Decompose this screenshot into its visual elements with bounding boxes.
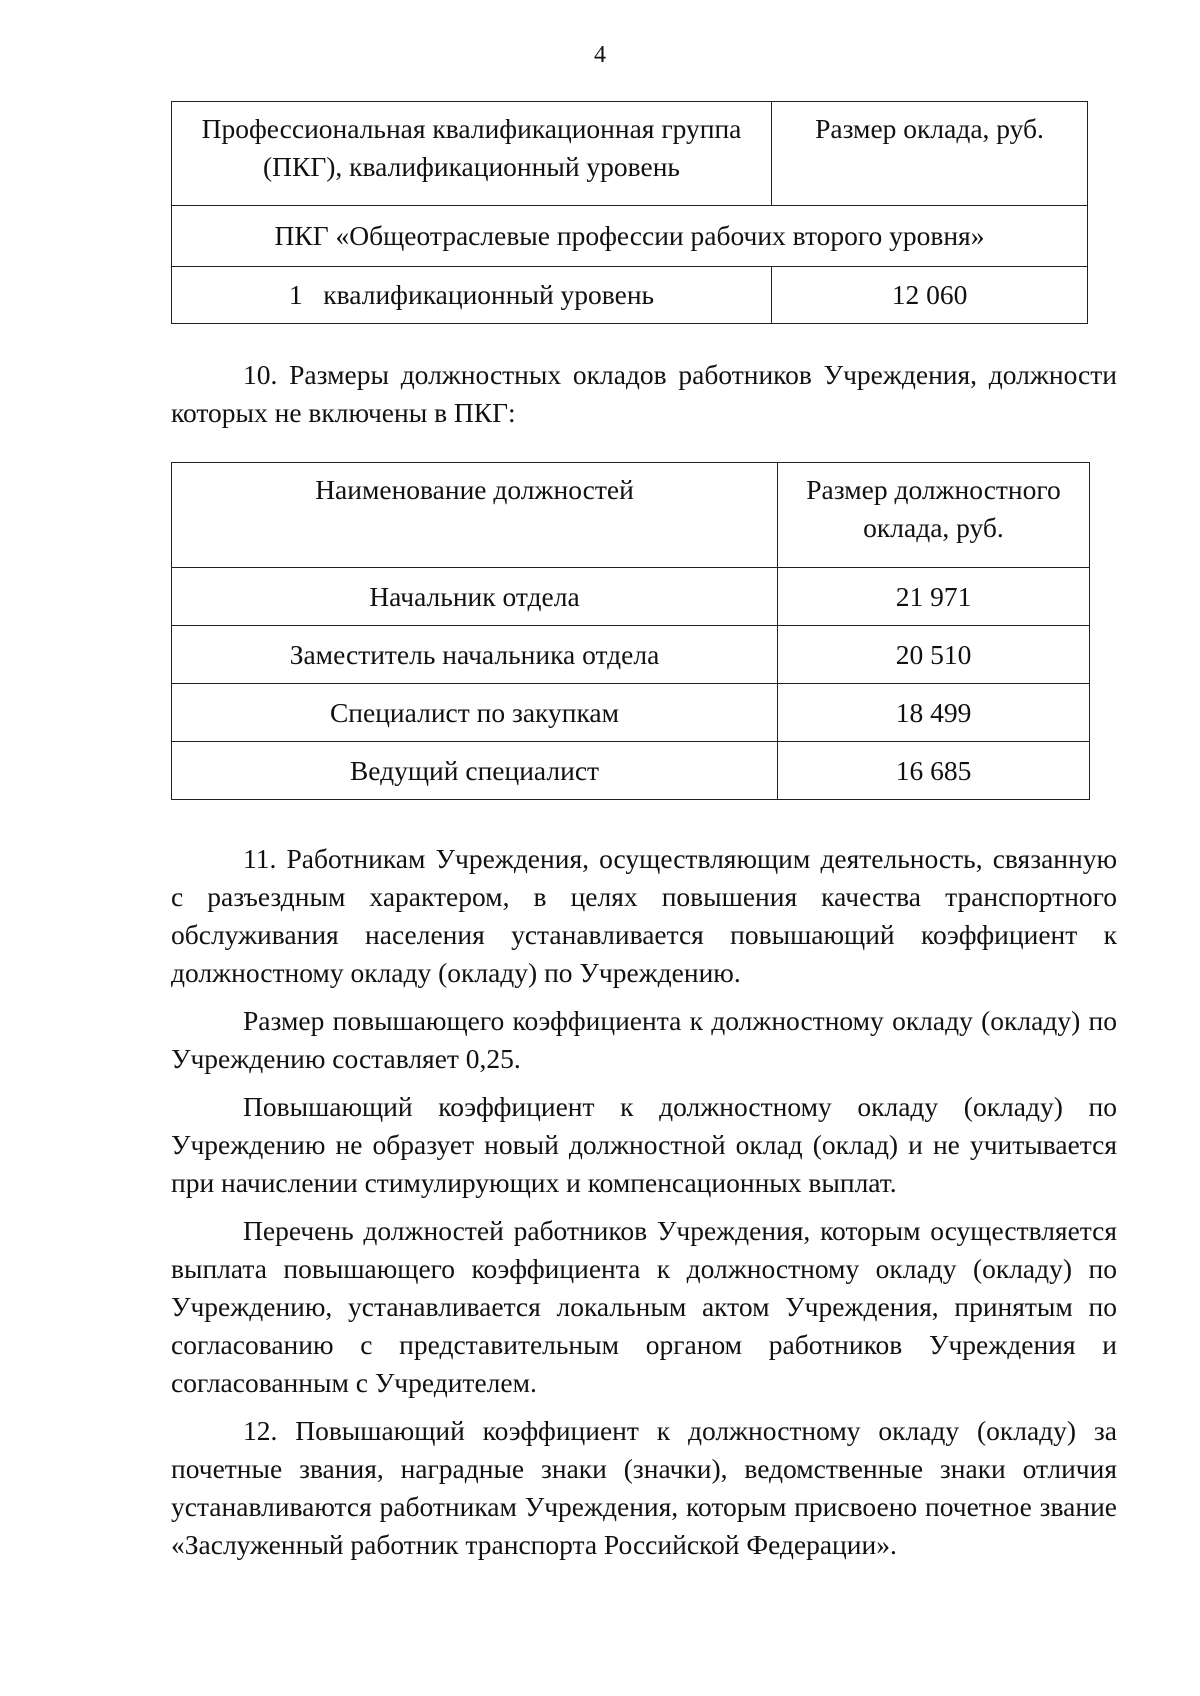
table-row bbox=[172, 568, 1090, 626]
paragraph-coefficient-note: Повышающий коэффициент к должностному окладу (окладу) по Учреждению не образует новый должностной оклад (оклад) и не учитывается при начислении стимулирующих и компенсационных выплат. bbox=[171, 1091, 1117, 1198]
column-header-pkg: Профессиональная квалификационная группа (ПКГ), квалификационный уровень bbox=[172, 102, 772, 206]
paragraph-10-block bbox=[171, 356, 1117, 432]
table-row bbox=[172, 626, 1090, 684]
table-header-row bbox=[172, 463, 1090, 568]
table-group-row bbox=[172, 206, 1088, 267]
table-header-row bbox=[172, 102, 1088, 206]
pkg-salary-table bbox=[171, 101, 1088, 324]
column-header-salary: Размер должностного оклада, руб. bbox=[778, 463, 1090, 568]
column-header-position: Наименование должностей bbox=[172, 463, 778, 568]
position-cell: Начальник отдела bbox=[172, 568, 778, 626]
position-cell: Ведущий специалист bbox=[172, 742, 778, 800]
column-header-salary: Размер оклада, руб. bbox=[772, 102, 1088, 206]
qualification-level-cell: 1 квалификационный уровень bbox=[172, 267, 772, 324]
salary-cell: 20 510 bbox=[778, 626, 1090, 684]
paragraph-11: 11. Работникам Учреждения, осуществляющим деятельность, связанную с разъездным характером, в целях повышения качества транспортного обслуживания населения устанавливается повышающий коэффициент к должностному окладу (окладу) по Учреждению. bbox=[171, 843, 1117, 988]
table-row bbox=[172, 742, 1090, 800]
salary-cell: 16 685 bbox=[778, 742, 1090, 800]
salary-cell: 12 060 bbox=[772, 267, 1088, 324]
position-cell: Заместитель начальника отдела bbox=[172, 626, 778, 684]
paragraph-12: 12. Повышающий коэффициент к должностному окладу (окладу) за почетные звания, наградные знаки (значки), ведомственные знаки отличия устанавливаются работникам Учреждения, которым присвоено почетное звание «Заслуженный работник транспорта Российской Федерации». bbox=[171, 1415, 1117, 1560]
paragraph-positions-list: Перечень должностей работников Учреждения, которым осуществляется выплата повышающего коэффициента к должностному окладу (окладу) по Учреждению, устанавливается локальным актом Учреждения, принятым по согласованию с представительным органом работников Учреждения и согласованным с Учредителем. bbox=[171, 1215, 1117, 1398]
page-number: 4 bbox=[594, 42, 606, 68]
table-row bbox=[172, 267, 1088, 324]
body-text bbox=[171, 840, 1117, 1574]
paragraph-coefficient-size: Размер повышающего коэффициента к должностному окладу (окладу) по Учреждению составляет 0,25. bbox=[171, 1005, 1117, 1074]
salary-cell: 21 971 bbox=[778, 568, 1090, 626]
position-cell: Специалист по закупкам bbox=[172, 684, 778, 742]
pkg-group-title: ПКГ «Общеотраслевые профессии рабочих второго уровня» bbox=[172, 206, 1088, 267]
positions-salary-table bbox=[171, 462, 1090, 800]
salary-cell: 18 499 bbox=[778, 684, 1090, 742]
paragraph-10: 10. Размеры должностных окладов работников Учреждения, должности которых не включены в ПКГ: bbox=[171, 359, 1117, 428]
table-row bbox=[172, 684, 1090, 742]
